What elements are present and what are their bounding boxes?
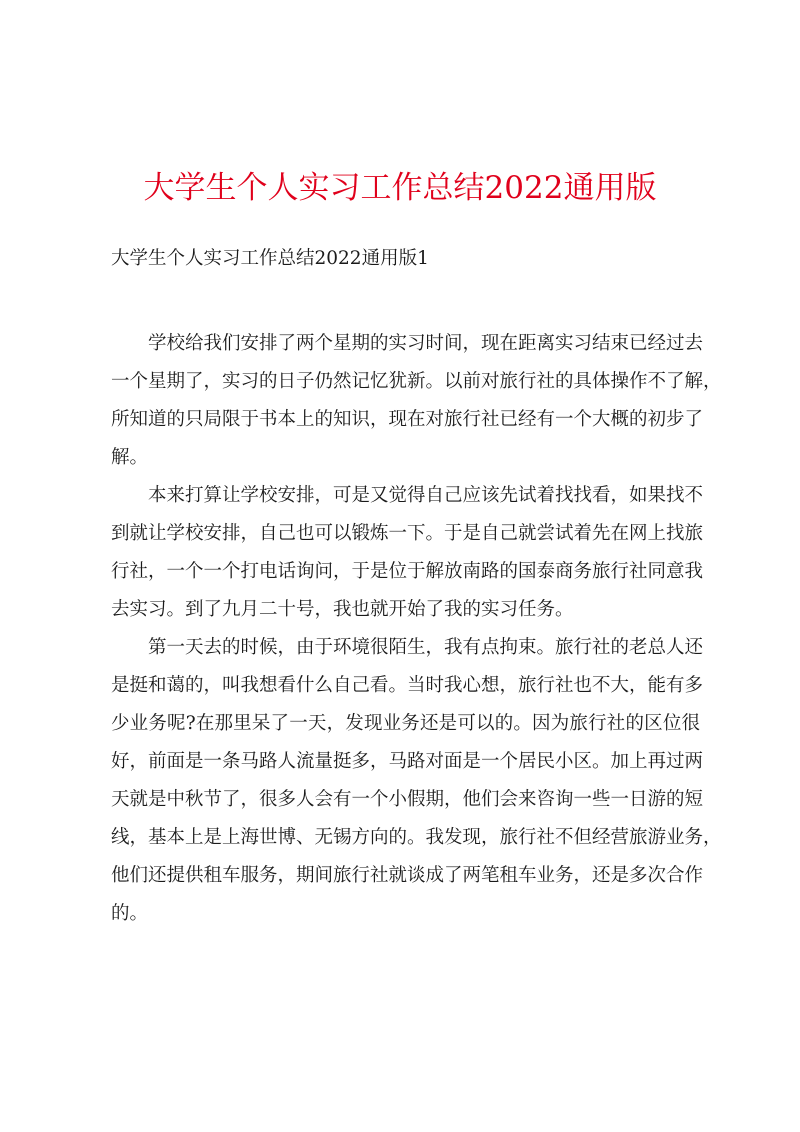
document-subtitle: 大学生个人实习工作总结2022通用版1 bbox=[111, 248, 429, 269]
paragraph-line: 行社，一个一个打电话询问，于是位于解放南路的国泰商务旅行社同意我 bbox=[111, 561, 704, 582]
document-title: 大学生个人实习工作总结2022通用版 bbox=[143, 170, 657, 206]
paragraph-line: 少业务呢?在那里呆了一天，发现业务还是可以的。因为旅行社的区位很 bbox=[111, 713, 700, 734]
paragraph-line: 好，前面是一条马路人流量挺多，马路对面是一个居民小区。加上再过两 bbox=[111, 751, 704, 772]
paragraph-line: 本来打算让学校安排，可是又觉得自己应该先试着找找看，如果找不 bbox=[148, 485, 704, 506]
paragraph-line: 到就让学校安排，自己也可以锻炼一下。于是自己就尝试着先在网上找旅 bbox=[111, 523, 704, 544]
paragraph-line: 的。 bbox=[111, 903, 149, 924]
paragraph-line: 线，基本上是上海世博、无锡方向的。我发现，旅行社不但经营旅游业务， bbox=[111, 827, 722, 848]
paragraph-line: 所知道的只局限于书本上的知识，现在对旅行社已经有一个大概的初步了 bbox=[111, 409, 704, 430]
paragraph-line: 解。 bbox=[111, 447, 149, 468]
paragraph-line: 去实习。到了九月二十号，我也就开始了我的实习任务。 bbox=[111, 599, 574, 620]
paragraph-2 bbox=[111, 477, 704, 629]
paragraph-1 bbox=[111, 325, 722, 477]
paragraph-line: 他们还提供租车服务，期间旅行社就谈成了两笔租车业务，还是多次合作 bbox=[111, 865, 704, 886]
paragraph-line: 一个星期了，实习的日子仍然记忆犹新。以前对旅行社的具体操作不了解， bbox=[111, 371, 722, 392]
document-body bbox=[111, 325, 722, 933]
paragraph-line: 是挺和蔼的，叫我想看什么自己看。当时我心想，旅行社也不大，能有多 bbox=[111, 675, 704, 696]
paragraph-line: 学校给我们安排了两个星期的实习时间，现在距离实习结束已经过去 bbox=[148, 333, 704, 354]
paragraph-line: 第一天去的时候，由于环境很陌生，我有点拘束。旅行社的老总人还 bbox=[148, 637, 704, 658]
paragraph-3 bbox=[111, 629, 722, 933]
paragraph-line: 天就是中秋节了，很多人会有一个小假期，他们会来咨询一些一日游的短 bbox=[111, 789, 704, 810]
